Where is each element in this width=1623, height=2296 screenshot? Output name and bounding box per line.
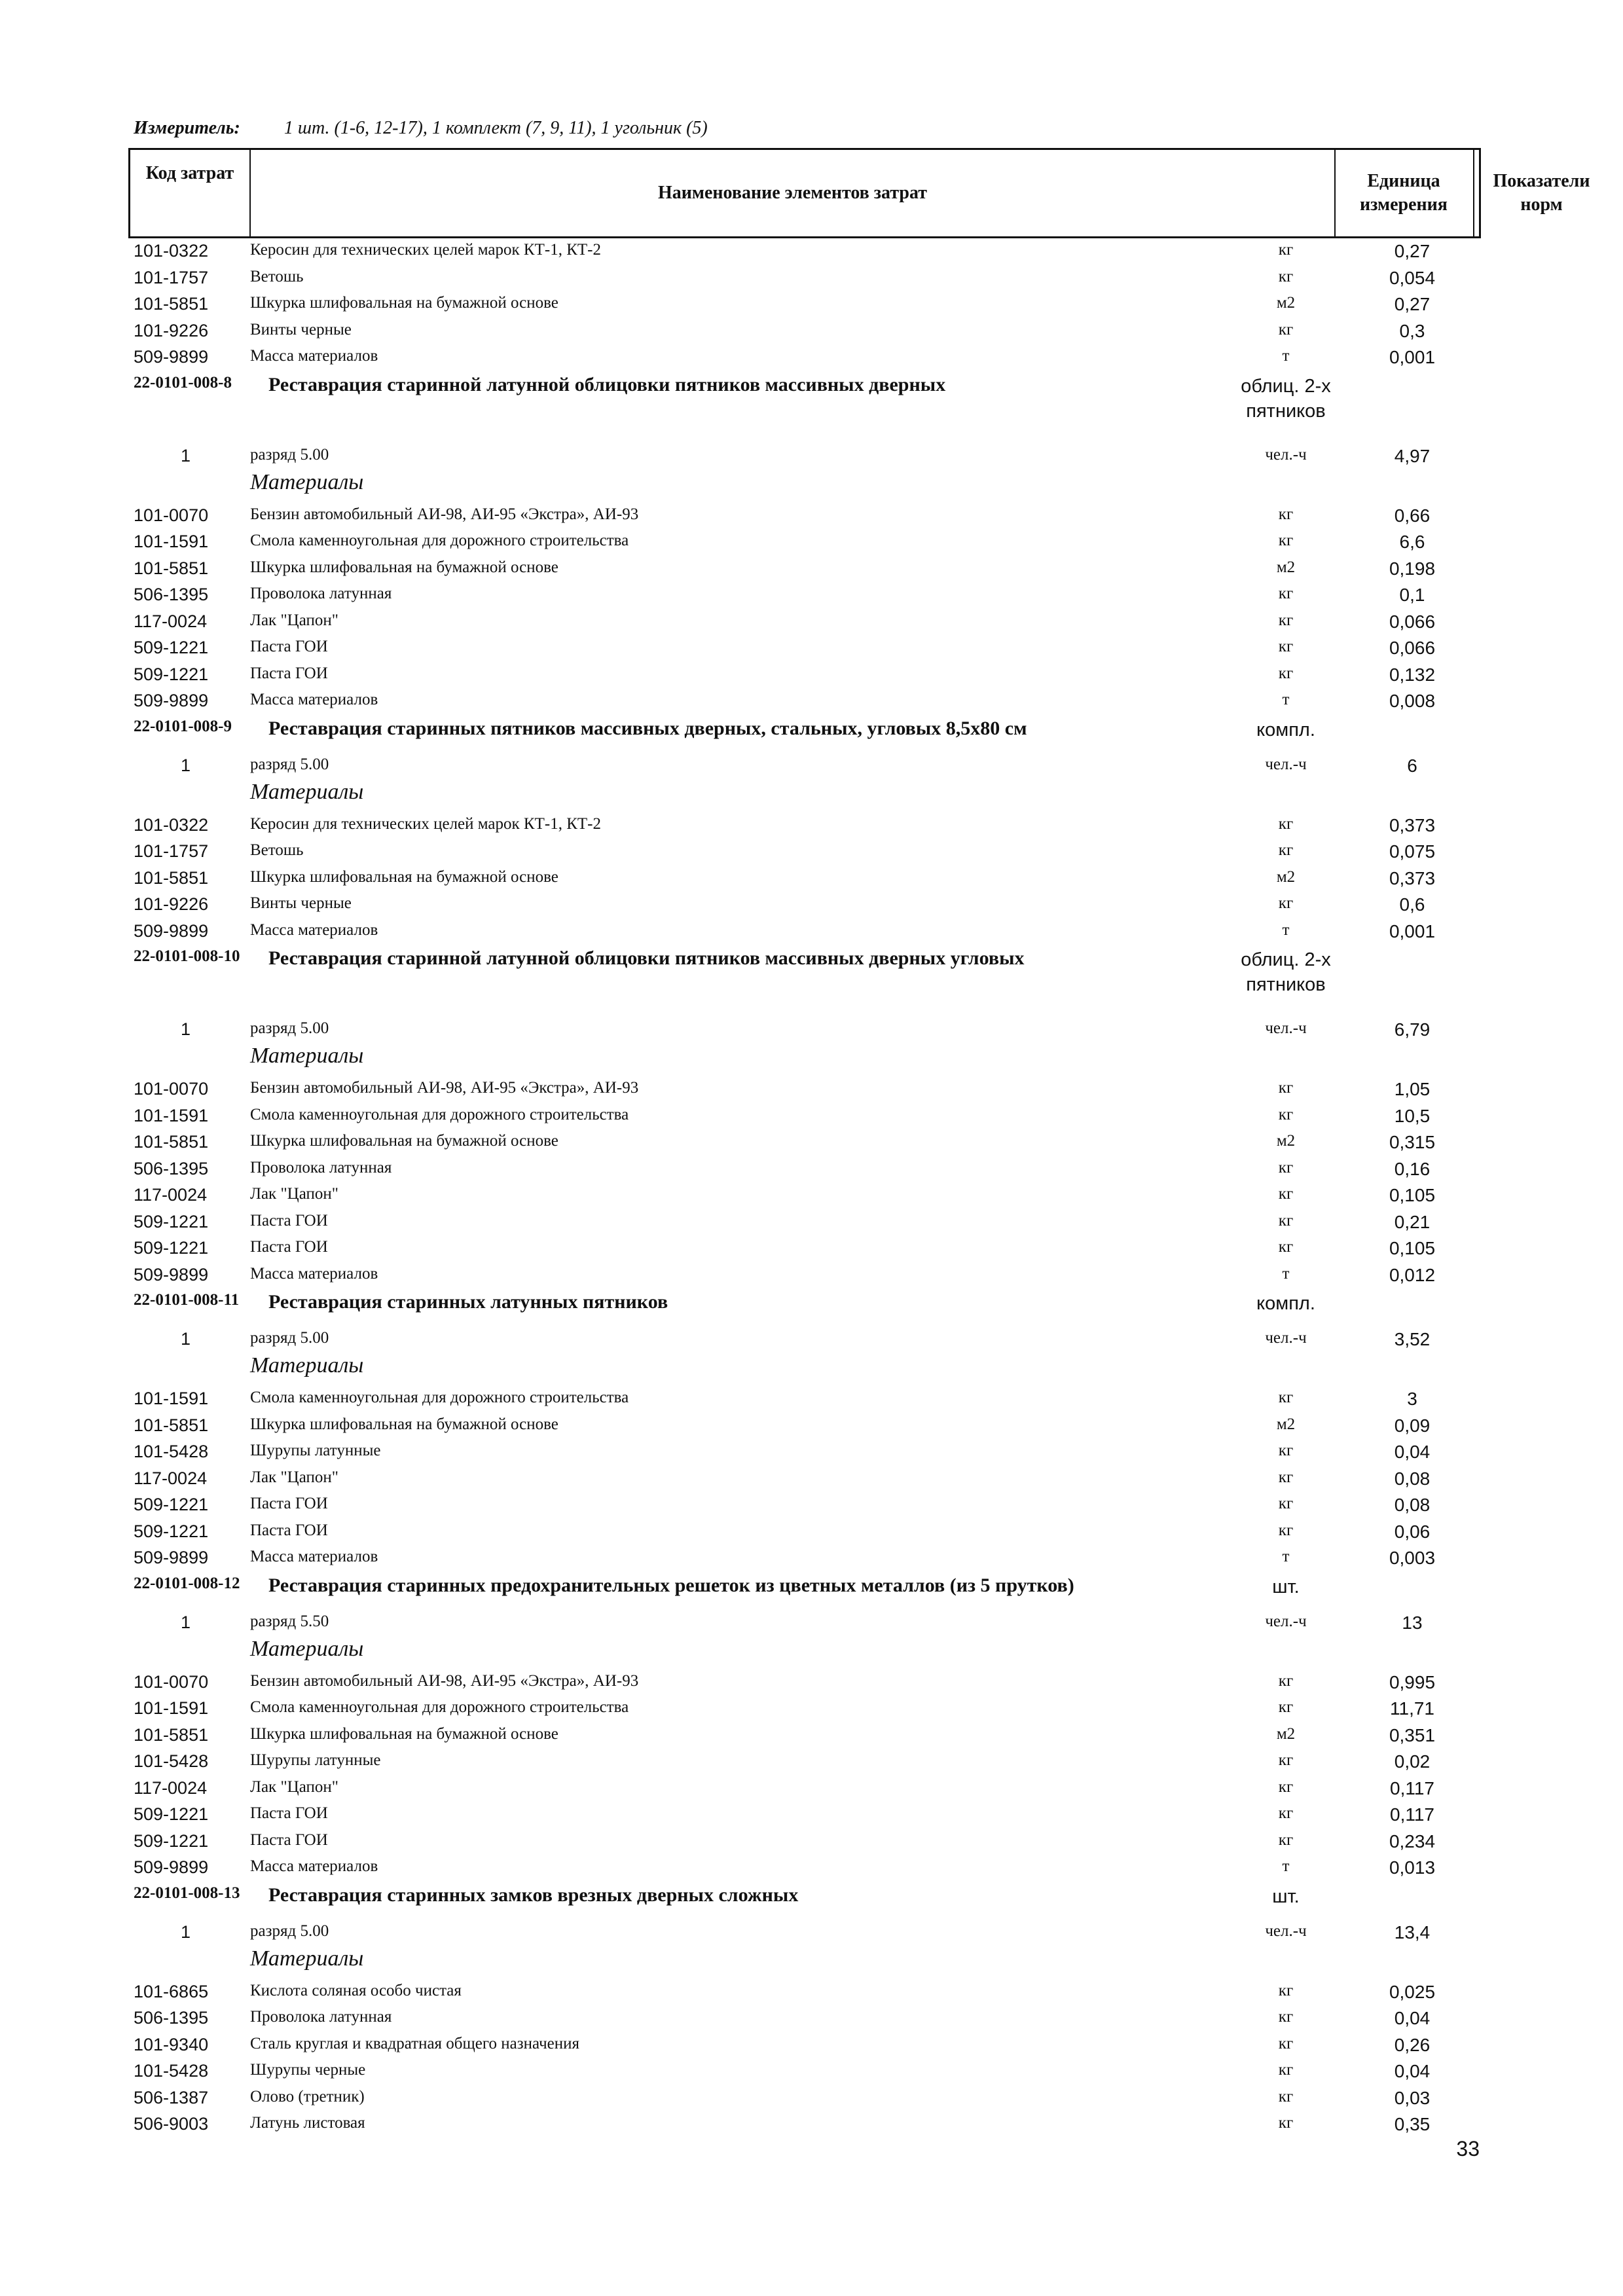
row-norm: 0,3 <box>1399 321 1425 341</box>
row-norm: 6 <box>1407 756 1417 776</box>
row-code: 101-5851 <box>134 1725 209 1745</box>
row-name: Лак "Цапон" <box>250 1185 338 1203</box>
row-code: 101-5851 <box>134 294 209 314</box>
row-unit: кг <box>1278 2061 1294 2079</box>
row-norm: 3 <box>1407 1389 1417 1409</box>
row-code: 101-6865 <box>134 1982 209 2001</box>
subheading-label: Материалы <box>250 1044 364 1068</box>
row-code: 1 <box>181 756 191 775</box>
row-code: 101-9226 <box>134 321 209 340</box>
row-unit: чел.-ч <box>1265 1019 1307 1037</box>
row-code: 101-0070 <box>134 1079 209 1099</box>
section-title: Реставрация старинной латунной облицовки пятников массивных дверных угловых <box>268 947 1025 969</box>
row-name: Шкурка шлифовальная на бумажной основе <box>250 1415 558 1433</box>
row-code: 509-1221 <box>134 1238 209 1258</box>
table-header <box>128 148 1590 238</box>
row-norm: 0,04 <box>1394 1442 1431 1462</box>
row-norm: 0,066 <box>1389 611 1436 632</box>
row-unit: кг <box>1278 1831 1294 1849</box>
section-code: 22-0101-008-9 <box>134 718 232 735</box>
row-name: Шкурка шлифовальная на бумажной основе <box>250 1132 558 1150</box>
row-name: Лак "Цапон" <box>250 611 338 629</box>
row-unit: кг <box>1278 1238 1294 1256</box>
row-code: 509-1221 <box>134 1212 209 1231</box>
subheading-label: Материалы <box>250 1353 364 1377</box>
row-unit: кг <box>1278 1672 1294 1690</box>
row-unit: кг <box>1278 2008 1294 2026</box>
row-unit: т <box>1282 1857 1290 1875</box>
row-code: 101-1591 <box>134 532 209 551</box>
row-code: 101-1591 <box>134 1698 209 1718</box>
section-code: 22-0101-008-13 <box>134 1884 240 1902</box>
meter-value: 1 шт. (1-6, 12-17), 1 комплект (7, 9, 11), 1 угольник (5) <box>283 118 708 138</box>
row-unit: чел.-ч <box>1265 1329 1307 1347</box>
row-code: 506-1387 <box>134 2088 209 2107</box>
section-code: 22-0101-008-11 <box>134 1291 240 1309</box>
row-name: Шурупы черные <box>250 2061 366 2079</box>
row-code: 101-1757 <box>134 841 209 861</box>
row-name: Масса материалов <box>250 347 378 365</box>
row-name: разряд 5.00 <box>250 1329 329 1347</box>
row-norm: 6,6 <box>1399 532 1425 552</box>
row-code: 509-9899 <box>134 691 209 710</box>
section-title: Реставрация старинных латунных пятников <box>268 1291 668 1313</box>
row-name: разряд 5.00 <box>250 756 329 773</box>
row-name: разряд 5.00 <box>250 1019 329 1037</box>
section-code: 22-0101-008-8 <box>134 374 232 392</box>
row-unit: м2 <box>1276 294 1296 312</box>
row-norm: 0,09 <box>1394 1415 1431 1436</box>
row-norm: 0,6 <box>1399 894 1425 915</box>
row-unit: м2 <box>1276 1725 1296 1743</box>
row-norm: 0,35 <box>1394 2114 1431 2134</box>
row-norm: 0,02 <box>1394 1751 1431 1772</box>
row-unit: м2 <box>1276 558 1296 576</box>
row-unit: кг <box>1278 1804 1294 1822</box>
row-norm: 0,27 <box>1394 241 1431 261</box>
row-unit: чел.-ч <box>1265 1922 1307 1940</box>
row-norm: 0,117 <box>1390 1778 1434 1798</box>
row-name: Керосин для технических целей марок КТ-1, КТ-2 <box>250 815 601 833</box>
row-name: Латунь листовая <box>250 2114 365 2132</box>
row-code: 101-5428 <box>134 2061 209 2081</box>
section-unit: облиц. 2-х пятников <box>1241 949 1331 995</box>
row-unit: кг <box>1278 1698 1294 1716</box>
row-unit: кг <box>1278 268 1294 285</box>
row-norm: 1,05 <box>1394 1079 1431 1099</box>
row-code: 509-9899 <box>134 347 209 367</box>
row-norm: 0,995 <box>1389 1672 1436 1692</box>
row-name: Паста ГОИ <box>250 1238 328 1256</box>
row-code: 509-1221 <box>134 1495 209 1514</box>
row-code: 117-0024 <box>134 1185 208 1205</box>
row-norm: 0,234 <box>1389 1831 1436 1851</box>
row-norm: 0,001 <box>1389 921 1436 941</box>
row-unit: кг <box>1278 1389 1294 1406</box>
row-code: 117-0024 <box>134 1778 208 1798</box>
row-name: разряд 5.00 <box>250 1922 329 1940</box>
row-unit: чел.-ч <box>1265 756 1307 773</box>
row-name: Масса материалов <box>250 691 378 708</box>
row-norm: 0,001 <box>1389 347 1436 367</box>
row-name: Олово (третник) <box>250 2088 365 2105</box>
row-code: 509-1221 <box>134 1831 209 1851</box>
row-norm: 0,373 <box>1389 868 1436 888</box>
row-unit: кг <box>1278 815 1294 833</box>
row-name: Масса материалов <box>250 1857 378 1875</box>
row-unit: кг <box>1278 1751 1294 1769</box>
row-code: 506-1395 <box>134 1159 209 1178</box>
row-norm: 0,351 <box>1389 1725 1436 1745</box>
row-unit: кг <box>1278 1778 1294 1796</box>
row-unit: т <box>1282 691 1290 708</box>
row-name: Проволока латунная <box>250 2008 392 2026</box>
row-name: разряд 5.00 <box>250 446 329 464</box>
row-norm: 0,66 <box>1394 505 1431 526</box>
row-norm: 0,054 <box>1389 268 1436 288</box>
row-unit: кг <box>1278 532 1294 549</box>
page-number: 33 <box>1456 2137 1480 2160</box>
row-code: 509-1221 <box>134 638 209 657</box>
row-norm: 0,105 <box>1389 1185 1436 1205</box>
row-unit: кг <box>1278 1522 1294 1539</box>
row-norm: 0,373 <box>1389 815 1436 835</box>
section-unit: шт. <box>1272 1576 1300 1597</box>
row-code: 101-5428 <box>134 1751 209 1771</box>
row-name: Паста ГОИ <box>250 638 328 655</box>
row-code: 506-1395 <box>134 2008 209 2028</box>
row-unit: кг <box>1278 2088 1294 2105</box>
row-name: Шурупы латунные <box>250 1442 381 1459</box>
row-norm: 4,97 <box>1394 446 1431 466</box>
row-unit: м2 <box>1276 868 1296 886</box>
row-unit: кг <box>1278 1079 1294 1097</box>
row-name: Смола каменноугольная для дорожного строительства <box>250 532 629 549</box>
row-norm: 10,5 <box>1394 1106 1431 1126</box>
row-code: 506-1395 <box>134 585 209 604</box>
row-unit: кг <box>1278 841 1294 859</box>
row-code: 101-0322 <box>134 241 209 261</box>
row-unit: кг <box>1278 585 1294 602</box>
row-name: Масса материалов <box>250 1265 378 1283</box>
subheading-label: Материалы <box>250 780 364 804</box>
row-unit: кг <box>1278 241 1294 259</box>
row-norm: 0,08 <box>1394 1495 1431 1515</box>
row-unit: м2 <box>1276 1132 1296 1150</box>
row-name: Кислота соляная особо чистая <box>250 1982 462 1999</box>
row-code: 101-5851 <box>134 1132 209 1152</box>
meter-line <box>134 118 708 139</box>
row-norm: 0,21 <box>1394 1212 1431 1232</box>
row-code: 509-9899 <box>134 1857 209 1877</box>
row-code: 101-1757 <box>134 268 209 287</box>
row-unit: кг <box>1278 1185 1294 1203</box>
row-norm: 13 <box>1402 1613 1423 1633</box>
row-norm: 0,26 <box>1394 2035 1431 2055</box>
header-name: Наименование элементов затрат <box>251 150 1336 236</box>
row-norm: 6,79 <box>1394 1019 1431 1040</box>
row-code: 509-9899 <box>134 1548 209 1567</box>
row-name: Шкурка шлифовальная на бумажной основе <box>250 558 558 576</box>
row-code: 1 <box>181 1922 191 1942</box>
row-code: 117-0024 <box>134 1468 208 1488</box>
row-unit: кг <box>1278 638 1294 655</box>
row-code: 509-1221 <box>134 1804 209 1824</box>
row-norm: 0,003 <box>1389 1548 1436 1568</box>
header-norm: Показатели норм <box>1493 171 1590 215</box>
row-name: Паста ГОИ <box>250 1212 328 1230</box>
subheading-label: Материалы <box>250 470 364 494</box>
section-unit: облиц. 2-х пятников <box>1241 376 1331 422</box>
row-name: Паста ГОИ <box>250 1831 328 1849</box>
row-unit: кг <box>1278 1159 1294 1176</box>
row-unit: кг <box>1278 665 1294 682</box>
row-norm: 0,04 <box>1394 2061 1431 2081</box>
row-code: 509-1221 <box>134 665 209 684</box>
row-name: Масса материалов <box>250 1548 378 1565</box>
row-unit: т <box>1282 347 1290 365</box>
row-code: 509-9899 <box>134 921 209 941</box>
row-code: 101-5428 <box>134 1442 209 1461</box>
row-unit: кг <box>1278 1106 1294 1123</box>
row-name: Бензин автомобильный АИ-98, АИ-95 «Экстра», АИ-93 <box>250 505 639 523</box>
row-unit: кг <box>1278 1212 1294 1230</box>
row-name: Лак "Цапон" <box>250 1468 338 1486</box>
row-unit: чел.-ч <box>1265 1613 1307 1630</box>
row-unit: кг <box>1278 1495 1294 1512</box>
row-unit: м2 <box>1276 1415 1296 1433</box>
row-unit: кг <box>1278 321 1294 338</box>
row-norm: 0,198 <box>1389 558 1436 579</box>
section-unit: компл. <box>1256 1293 1315 1314</box>
row-name: Ветошь <box>250 841 304 859</box>
row-norm: 0,013 <box>1389 1857 1436 1878</box>
row-code: 1 <box>181 1329 191 1349</box>
row-name: Сталь круглая и квадратная общего назначения <box>250 2035 580 2052</box>
row-norm: 0,012 <box>1389 1265 1436 1285</box>
row-norm: 0,008 <box>1389 691 1436 711</box>
row-code: 1 <box>181 1019 191 1039</box>
row-code: 506-9003 <box>134 2114 209 2134</box>
row-code: 101-5851 <box>134 868 209 888</box>
row-name: Шкурка шлифовальная на бумажной основе <box>250 868 558 886</box>
row-unit: кг <box>1278 611 1294 629</box>
row-name: Лак "Цапон" <box>250 1778 338 1796</box>
row-norm: 0,06 <box>1394 1522 1431 1542</box>
row-code: 101-9340 <box>134 2035 209 2054</box>
row-norm: 0,315 <box>1389 1132 1436 1152</box>
row-name: Керосин для технических целей марок КТ-1, КТ-2 <box>250 241 601 259</box>
section-code: 22-0101-008-10 <box>134 947 240 965</box>
row-name: Шкурка шлифовальная на бумажной основе <box>250 1725 558 1743</box>
row-norm: 0,117 <box>1390 1804 1434 1825</box>
row-name: Масса материалов <box>250 921 378 939</box>
section-title: Реставрация старинной латунной облицовки пятников массивных дверных <box>268 374 946 395</box>
row-name: Паста ГОИ <box>250 1804 328 1822</box>
row-code: 101-0070 <box>134 505 209 525</box>
row-norm: 0,03 <box>1394 2088 1431 2108</box>
row-norm: 11,71 <box>1390 1698 1434 1719</box>
row-unit: т <box>1282 1548 1290 1565</box>
row-name: Проволока латунная <box>250 1159 392 1176</box>
header-unit: Единица измерения <box>1334 150 1474 236</box>
row-code: 101-5851 <box>134 1415 209 1435</box>
row-code: 509-1221 <box>134 1522 209 1541</box>
row-name: Паста ГОИ <box>250 1495 328 1512</box>
section-unit: компл. <box>1256 720 1315 740</box>
row-code: 101-0322 <box>134 815 209 835</box>
row-unit: кг <box>1278 2035 1294 2052</box>
row-name: Шурупы латунные <box>250 1751 381 1769</box>
row-norm: 3,52 <box>1394 1329 1431 1349</box>
row-code: 101-1591 <box>134 1106 209 1125</box>
row-name: Шкурка шлифовальная на бумажной основе <box>250 294 558 312</box>
row-code: 101-0070 <box>134 1672 209 1692</box>
row-name: Смола каменноугольная для дорожного строительства <box>250 1698 629 1716</box>
row-norm: 0,025 <box>1389 1982 1436 2002</box>
row-norm: 0,16 <box>1394 1159 1431 1179</box>
row-unit: кг <box>1278 1982 1294 1999</box>
row-norm: 0,08 <box>1394 1468 1431 1489</box>
row-norm: 0,27 <box>1394 294 1431 314</box>
section-code: 22-0101-008-12 <box>134 1575 240 1592</box>
row-name: Смола каменноугольная для дорожного строительства <box>250 1106 629 1123</box>
subheading-label: Материалы <box>250 1637 364 1661</box>
row-unit: чел.-ч <box>1265 446 1307 464</box>
row-name: Ветошь <box>250 268 304 285</box>
row-norm: 0,066 <box>1389 638 1436 658</box>
row-code: 509-9899 <box>134 1265 209 1285</box>
row-unit: т <box>1282 921 1290 939</box>
row-unit: кг <box>1278 2114 1294 2132</box>
row-unit: кг <box>1278 505 1294 523</box>
row-code: 1 <box>181 1613 191 1632</box>
row-unit: кг <box>1278 1442 1294 1459</box>
row-name: Бензин автомобильный АИ-98, АИ-95 «Экстра», АИ-93 <box>250 1079 639 1097</box>
row-name: Винты черные <box>250 894 352 912</box>
header-code: Код затрат <box>130 150 251 236</box>
section-title: Реставрация старинных замков врезных дверных сложных <box>268 1884 799 1906</box>
row-name: Проволока латунная <box>250 585 392 602</box>
meter-label: Измеритель: <box>134 118 240 138</box>
row-code: 1 <box>181 446 191 465</box>
row-name: Бензин автомобильный АИ-98, АИ-95 «Экстра», АИ-93 <box>250 1672 639 1690</box>
row-code: 101-1591 <box>134 1389 209 1408</box>
row-name: Винты черные <box>250 321 352 338</box>
row-code: 117-0024 <box>134 611 208 631</box>
row-norm: 0,1 <box>1399 585 1425 605</box>
section-title: Реставрация старинных предохранительных решеток из цветных металлов (из 5 прутков) <box>268 1575 1074 1596</box>
section-unit: шт. <box>1272 1886 1300 1907</box>
row-name: разряд 5.50 <box>250 1613 329 1630</box>
row-norm: 0,075 <box>1389 841 1436 862</box>
row-unit: кг <box>1278 1468 1294 1486</box>
row-name: Паста ГОИ <box>250 665 328 682</box>
row-norm: 0,04 <box>1394 2008 1431 2028</box>
subheading-label: Материалы <box>250 1946 364 1971</box>
row-name: Смола каменноугольная для дорожного строительства <box>250 1389 629 1406</box>
row-code: 101-9226 <box>134 894 209 914</box>
row-norm: 0,132 <box>1389 665 1436 685</box>
row-unit: кг <box>1278 894 1294 912</box>
section-title: Реставрация старинных пятников массивных дверных, стальных, угловых 8,5х80 см <box>268 718 1027 739</box>
row-name: Паста ГОИ <box>250 1522 328 1539</box>
row-norm: 13,4 <box>1394 1922 1431 1942</box>
row-unit: т <box>1282 1265 1290 1283</box>
row-code: 101-5851 <box>134 558 209 578</box>
row-norm: 0,105 <box>1389 1238 1436 1258</box>
